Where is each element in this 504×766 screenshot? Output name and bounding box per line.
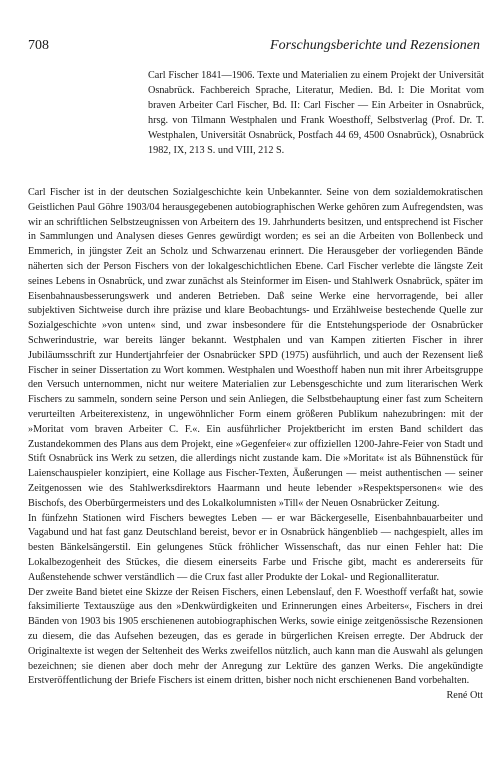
bibliographic-citation: Carl Fischer 1841—1906. Texte und Materialien zu einem Projekt der Universität Osnabrück. Fachbereich Sprache, Literatur, Medien. Bd. I: Die Moritat vom braven Arbeiter Carl Fischer, Bd. II: Carl Fischer — Ein Arbeiter in Osnabrück, hrsg. von Tilmann Westphalen und Frank Woesthoff, Selbstverlag (Prof. Dr. T. Westphalen, Universität Osnabrück, Postfach 44 69, 4500 Osnabrück), Osnabrück 1982, IX, 213 S. und VIII, 212 S.	[148, 70, 484, 156]
review-paragraph-1: Carl Fischer ist in der deutschen Sozialgeschichte kein Unbekannter. Seine von dem sozialdemokratischen Geistlichen Paul Göhre 1903/04 herausgegebenen autobiographischen Werke gehören zum Aufregendsten, was wir an schriftlichen Selbstzeugnissen von Arbeitern des 19. Jahrhunderts besitzen, und entsprechend ist Fischer in Sammlungen und Analysen dieses Genres gewürdigt worden; es sei an die Arbeiten von Bollenbeck und Emmerich, in jüngster Zeit an Scholz und Schwarzenau erinnert. Die Herausgeber der vorliegenden Bände näherten sich der Person Fischers von der lokalgeschichtlichen Ebene. Carl Fischer verlebte die längste Zeit seines Lebens in Osnabrück, und zwar zunächst als Steinformer im Eisen- und Stahlwerk Osnabrück, später im Eisenbahnausbesserungswerk und anderen Betrieben. Daß seine Werke eine hervorragende, bei aller subjektiven Sichtweise durch ihre präzise und klare Beobachtungs- und Erzählweise bestechende Quelle zur Sozialgeschichte »von unten« sind, und zwar insbesondere für die Entstehungsperiode der Osnabrücker Schwerindustrie, war bereits länger bekannt. Westphalen und van Kampen zitierten Fischer in ihrer Jubiläumsschrift zur Hundertjahrfeier der Osnabrücker SPD (1975) ausführlich, und auch der Rezensent ließ Fischer in seiner Dissertation zu Wort kommen. Westphalen und Woesthoff haben nun mit ihrer Arbeitsgruppe den Versuch unternommen, nicht nur weitere Materialien zur Lebensgeschichte und zum literarischen Werk Fischers zu sammeln, sondern seine Person und sein Anliegen, die Selbstbehauptung einer fast zum Scheitern verurteilten Arbeiterexistenz, in ungewöhnlicher Form einem größeren Publikum nahezubringen: mit der »Moritat vom braven Arbeiter C. F.«. Ein ausführlicher Projektbericht im ersten Band schildert das Zustandekommen des Plans aus dem Projekt, eine »Gegenfeier« zur offiziellen 1200-Jahre-Feier von Stadt und Stift Osnabrück ins Werk zu setzen, die allerdings nicht zustande kam. Die »Moritat« ist als Bühnenstück für Laienschauspieler konzipiert, eine Kollage aus Fischer-Texten, Äußerungen — meist authentischen — seiner Zeitgenossen wie des Stahlwerksdirektors Haarmann und heute lebender »Respektspersonen« wie des Bischofs, des Oberbürgermeisters und des Lokalkolumnisten »Till« der Neuen Osnabrücker Zeitung.	[28, 187, 483, 509]
review-paragraph-2: In fünfzehn Stationen wird Fischers bewegtes Leben — er war Bäckergeselle, Eisenbahnbauarbeiter und Vagabund und hat fast ganz Deutschland bereist, bevor er in Osnabrück hängenblieb — nachgespielt, alles im besten Bänkelsängerstil. Ein gelungenes Stück fröhlicher Wissenschaft, das nur einen Fehler hat: Die Lokalbezogenheit des Stückes, die diesem einerseits Farbe und Frische gibt, macht es andererseits für Außenstehende schwer verständlich — die Crux fast aller Produkte der Lokal- und Regionalliteratur.	[28, 512, 483, 583]
reviewer-signature: René Ott	[446, 690, 483, 702]
running-head: Forschungsberichte und Rezensionen	[270, 38, 480, 53]
review-body	[28, 186, 483, 704]
page-header	[28, 38, 480, 56]
page-number: 708	[28, 38, 49, 53]
review-paragraph-3: Der zweite Band bietet eine Skizze der Reisen Fischers, einen Lebenslauf, den F. Woesthoff verfaßt hat, sowie faksimilierte Textauszüge aus den »Denkwürdigkeiten und Erinnerungen eines Arbeiters«, Fischers in drei Bänden von 1903 bis 1905 erschienenen autobiographischen Werks, sowie einige zeitgenössische Rezensionen zu diesem, die das Aufsehen bezeugen, das es gerade in bürgerlichen Kreisen erregte. Der Abdruck der Originaltexte ist wegen der Seltenheit des Werks zweifellos nützlich, auch kann man die Auswahl als gelungen bezeichnen; sie dienen aber doch mehr der Anregung zur Lektüre des ganzen Werks. Die angekündigte Erstveröffentlichung der Briefe Fischers ist einem dritten, bisher noch nicht erschienenen Band vorbehalten.	[28, 586, 483, 687]
